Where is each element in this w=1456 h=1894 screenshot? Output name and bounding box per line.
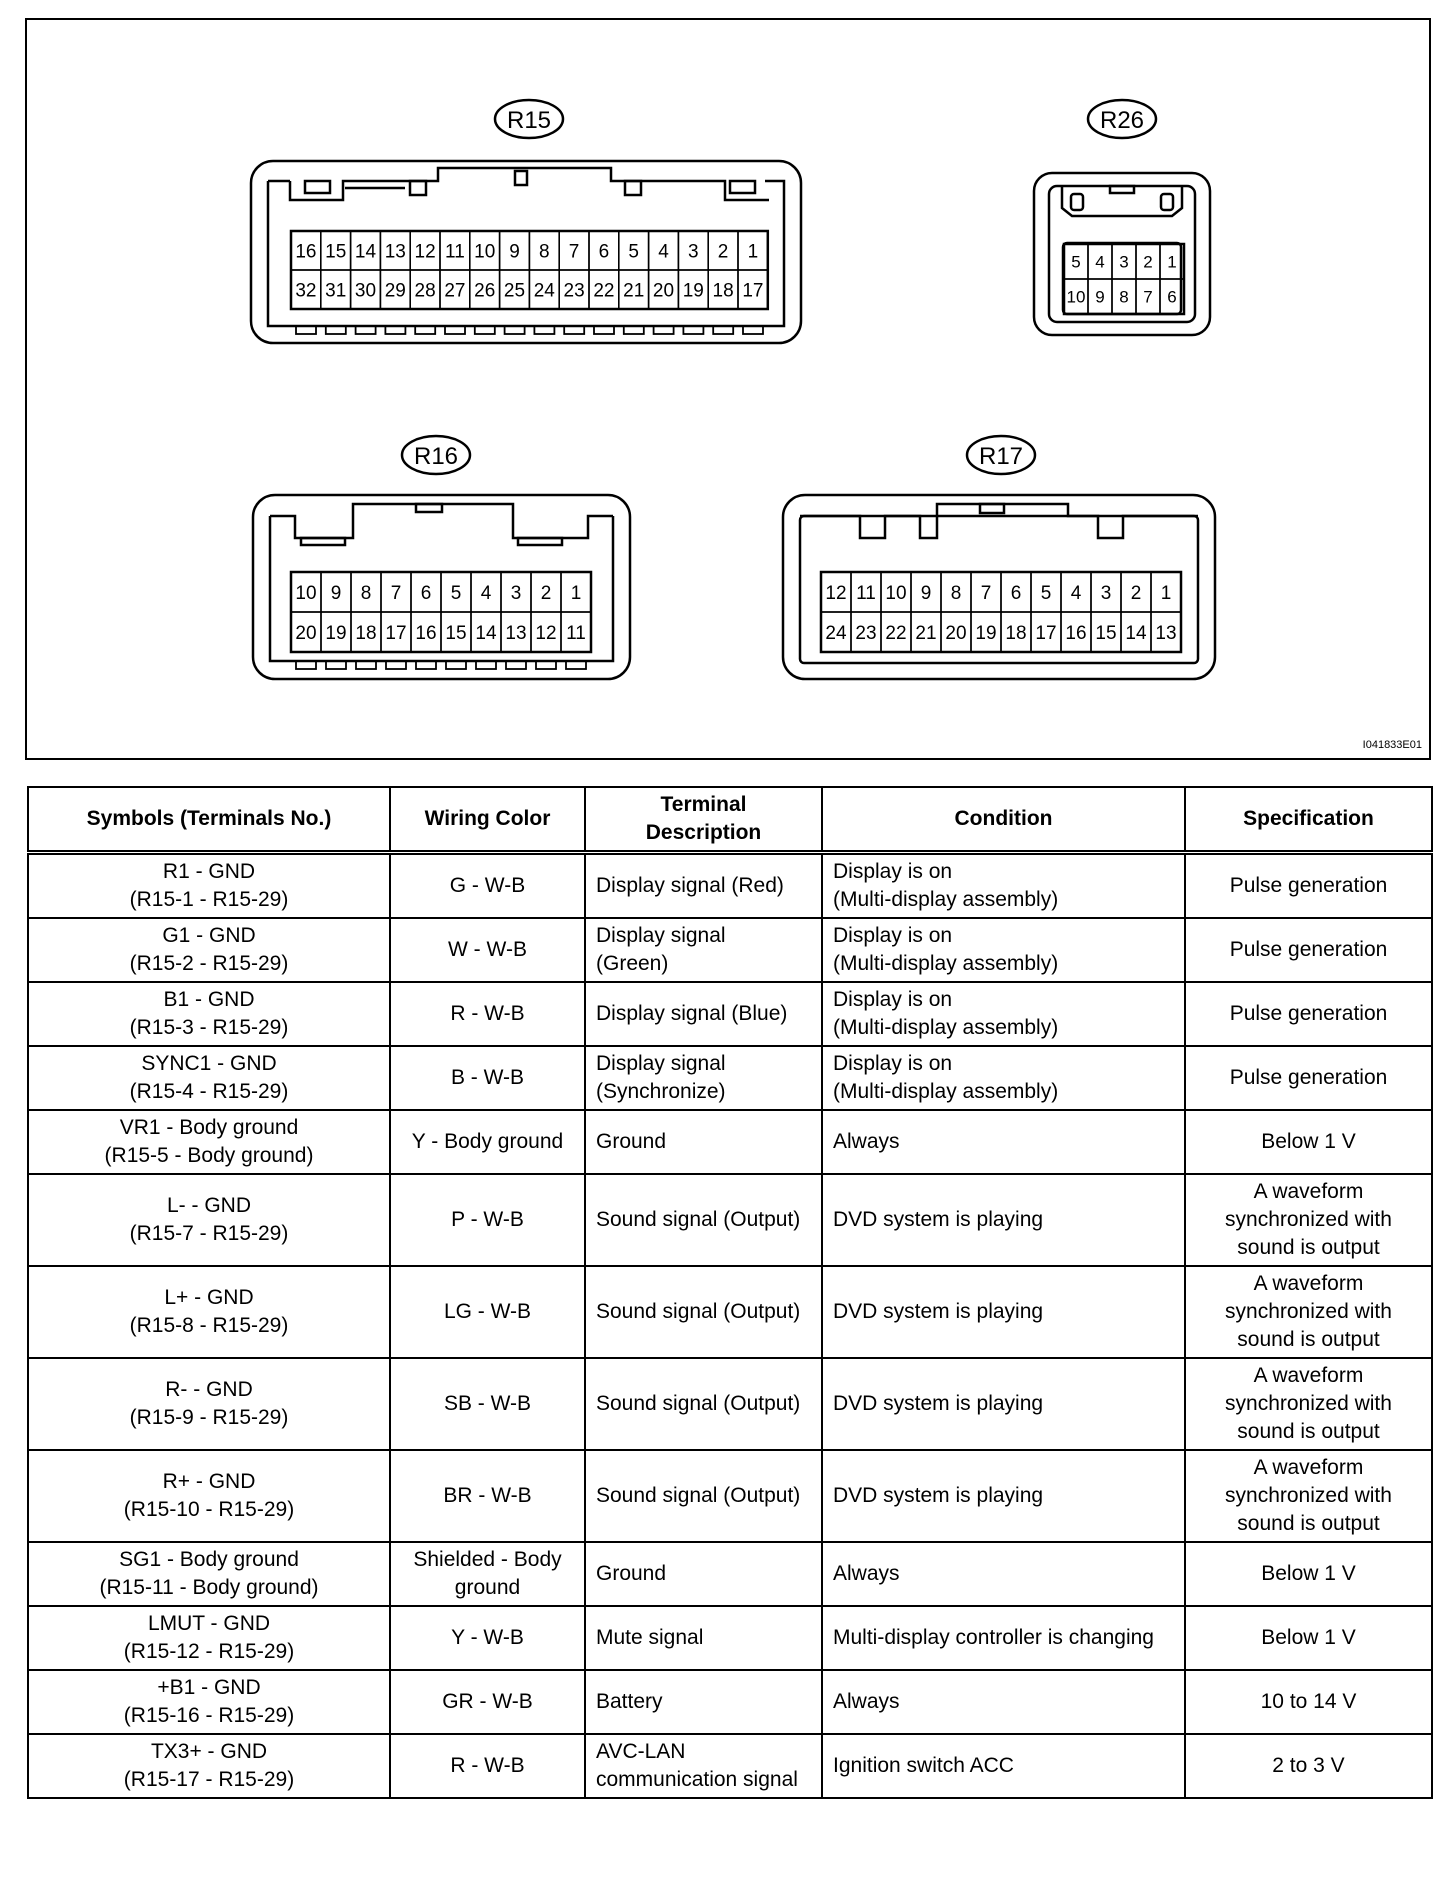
cell-terminal-description: Display signal (Red)	[585, 853, 822, 919]
terminal-number: 20	[295, 622, 317, 644]
terminal-number: 9	[330, 582, 342, 604]
terminal-number: 7	[1143, 287, 1153, 307]
terminal-number: 9	[920, 582, 932, 604]
cell-condition: DVD system is playing	[822, 1358, 1185, 1450]
cell-condition: DVD system is playing	[822, 1266, 1185, 1358]
terminal-number: 31	[325, 280, 347, 302]
r15-terminal-grid	[291, 231, 768, 309]
terminal-number: 17	[742, 280, 764, 302]
cell-condition: Multi-display controller is changing	[822, 1606, 1185, 1670]
terminal-number: 7	[568, 241, 580, 263]
cell-terminal-description: Battery	[585, 1670, 822, 1734]
terminal-number: 3	[1100, 582, 1112, 604]
terminal-number: 1	[1160, 582, 1172, 604]
terminal-number: 5	[1071, 252, 1081, 272]
terminal-number: 12	[825, 582, 847, 604]
terminal-number: 2	[540, 582, 552, 604]
table-row	[28, 1174, 1432, 1266]
cell-condition: DVD system is playing	[822, 1174, 1185, 1266]
terminal-number: 14	[475, 622, 497, 644]
terminal-number: 19	[975, 622, 997, 644]
terminal-number: 4	[1095, 252, 1105, 272]
terminal-number: 19	[325, 622, 347, 644]
terminal-number: 21	[623, 280, 645, 302]
cell-terminal-description: Ground	[585, 1110, 822, 1174]
cell-wiring-color: Shielded - Body ground	[390, 1542, 585, 1606]
terminal-number: 5	[450, 582, 462, 604]
cell-specification: 2 to 3 V	[1185, 1734, 1432, 1798]
cell-wiring-color: G - W-B	[390, 853, 585, 919]
terminal-number: 16	[295, 241, 317, 263]
terminal-number: 23	[855, 622, 877, 644]
cell-symbols: +B1 - GND (R15-16 - R15-29)	[28, 1670, 390, 1734]
cell-condition: Always	[822, 1542, 1185, 1606]
cell-specification: Below 1 V	[1185, 1110, 1432, 1174]
header-terminal-description: Terminal Description	[585, 787, 822, 853]
terminal-number: 14	[354, 241, 377, 263]
cell-wiring-color: R - W-B	[390, 982, 585, 1046]
header-condition: Condition	[822, 787, 1185, 853]
r26-terminal-grid	[1064, 244, 1184, 314]
cell-terminal-description: Mute signal	[585, 1606, 822, 1670]
cell-symbols: VR1 - Body ground (R15-5 - Body ground)	[28, 1110, 390, 1174]
cell-terminal-description: Ground	[585, 1542, 822, 1606]
terminal-number: 10	[885, 582, 907, 604]
cell-symbols: LMUT - GND (R15-12 - R15-29)	[28, 1606, 390, 1670]
cell-symbols: R+ - GND (R15-10 - R15-29)	[28, 1450, 390, 1542]
terminal-number: 15	[445, 622, 467, 644]
terminal-number: 25	[503, 280, 526, 302]
terminal-number: 27	[444, 280, 466, 302]
terminal-number: 2	[1143, 252, 1153, 272]
cell-specification: A waveform synchronized with sound is output	[1185, 1266, 1432, 1358]
terminal-number: 24	[533, 280, 555, 302]
terminal-number: 20	[945, 622, 967, 644]
cell-wiring-color: P - W-B	[390, 1174, 585, 1266]
terminal-number: 1	[747, 241, 759, 263]
table-row	[28, 1670, 1432, 1734]
cell-specification: 10 to 14 V	[1185, 1670, 1432, 1734]
cell-symbols: B1 - GND (R15-3 - R15-29)	[28, 982, 390, 1046]
table-row	[28, 1266, 1432, 1358]
cell-specification: A waveform synchronized with sound is output	[1185, 1450, 1432, 1542]
table-row	[28, 1450, 1432, 1542]
terminal-number: 3	[688, 241, 699, 263]
terminal-number: 10	[474, 241, 496, 263]
cell-wiring-color: R - W-B	[390, 1734, 585, 1798]
terminal-number: 2	[717, 241, 729, 263]
r26-label: R26	[1099, 107, 1145, 134]
cell-terminal-description: Sound signal (Output)	[585, 1358, 822, 1450]
table-row	[28, 1542, 1432, 1606]
terminal-number: 11	[566, 622, 586, 644]
cell-wiring-color: SB - W-B	[390, 1358, 585, 1450]
cell-symbols: SYNC1 - GND (R15-4 - R15-29)	[28, 1046, 390, 1110]
cell-specification: Below 1 V	[1185, 1606, 1432, 1670]
cell-wiring-color: LG - W-B	[390, 1266, 585, 1358]
cell-specification: Pulse generation	[1185, 982, 1432, 1046]
terminal-number: 15	[1095, 622, 1117, 644]
cell-condition: Display is on (Multi-display assembly)	[822, 853, 1185, 919]
terminal-number: 5	[1040, 582, 1052, 604]
r17-terminal-grid	[821, 572, 1181, 652]
terminal-number: 10	[1066, 287, 1086, 307]
cell-specification: Pulse generation	[1185, 853, 1432, 919]
cell-symbols: R1 - GND (R15-1 - R15-29)	[28, 853, 390, 919]
cell-terminal-description: Display signal (Blue)	[585, 982, 822, 1046]
terminal-number: 1	[1167, 252, 1177, 272]
terminal-number: 32	[295, 280, 317, 302]
terminal-number: 23	[563, 280, 585, 302]
terminal-number: 6	[1010, 582, 1022, 604]
cell-wiring-color: Y - Body ground	[390, 1110, 585, 1174]
terminal-number: 11	[445, 241, 465, 263]
terminal-number: 3	[1119, 252, 1129, 272]
cell-symbols: G1 - GND (R15-2 - R15-29)	[28, 918, 390, 982]
cell-symbols: R- - GND (R15-9 - R15-29)	[28, 1358, 390, 1450]
cell-specification: Pulse generation	[1185, 1046, 1432, 1110]
cell-condition: Ignition switch ACC	[822, 1734, 1185, 1798]
terminal-number: 22	[885, 622, 907, 644]
cell-wiring-color: B - W-B	[390, 1046, 585, 1110]
terminal-number: 9	[1095, 287, 1105, 307]
cell-condition: Always	[822, 1110, 1185, 1174]
terminal-number: 3	[510, 582, 522, 604]
terminal-number: 13	[384, 241, 406, 263]
cell-specification: Pulse generation	[1185, 918, 1432, 982]
r16-terminal-grid	[291, 572, 591, 652]
table-row	[28, 853, 1432, 919]
cell-specification: Below 1 V	[1185, 1542, 1432, 1606]
terminal-number: 16	[1065, 622, 1087, 644]
terminal-number: 21	[915, 622, 937, 644]
terminal-spec-table	[27, 786, 1433, 1799]
cell-wiring-color: GR - W-B	[390, 1670, 585, 1734]
cell-wiring-color: Y - W-B	[390, 1606, 585, 1670]
table-row	[28, 1110, 1432, 1174]
cell-condition: DVD system is playing	[822, 1450, 1185, 1542]
terminal-number: 8	[950, 582, 962, 604]
terminal-number: 28	[414, 280, 436, 302]
table-row	[28, 1358, 1432, 1450]
terminal-number: 17	[1035, 622, 1057, 644]
terminal-number: 6	[1167, 287, 1177, 307]
terminal-number: 16	[415, 622, 437, 644]
r15-label: R15	[506, 107, 552, 134]
cell-terminal-description: Display signal (Synchronize)	[585, 1046, 822, 1110]
table-row	[28, 1046, 1432, 1110]
terminal-number: 22	[593, 280, 615, 302]
cell-wiring-color: W - W-B	[390, 918, 585, 982]
cell-terminal-description: Display signal (Green)	[585, 918, 822, 982]
cell-symbols: L+ - GND (R15-8 - R15-29)	[28, 1266, 390, 1358]
header-wiring-color: Wiring Color	[390, 787, 585, 853]
table-row	[28, 918, 1432, 982]
terminal-number: 6	[420, 582, 432, 604]
terminal-number: 18	[712, 280, 734, 302]
header-specification: Specification	[1185, 787, 1432, 853]
terminal-number: 26	[474, 280, 496, 302]
terminal-number: 12	[535, 622, 557, 644]
terminal-number: 18	[355, 622, 377, 644]
terminal-number: 4	[658, 241, 669, 263]
terminal-number: 15	[325, 241, 347, 263]
cell-specification: A waveform synchronized with sound is output	[1185, 1174, 1432, 1266]
terminal-number: 19	[682, 280, 704, 302]
terminal-number: 17	[385, 622, 407, 644]
terminal-number: 7	[390, 582, 402, 604]
cell-terminal-description: AVC-LAN communication signal	[585, 1734, 822, 1798]
cell-condition: Display is on (Multi-display assembly)	[822, 982, 1185, 1046]
cell-condition: Always	[822, 1670, 1185, 1734]
terminal-number: 8	[360, 582, 372, 604]
connector-diagram	[25, 18, 1431, 760]
cell-wiring-color: BR - W-B	[390, 1450, 585, 1542]
terminal-number: 30	[354, 280, 377, 302]
table-header-row	[28, 787, 1432, 853]
cell-terminal-description: Sound signal (Output)	[585, 1266, 822, 1358]
terminal-number: 7	[980, 582, 992, 604]
terminal-number: 8	[539, 241, 550, 263]
cell-terminal-description: Sound signal (Output)	[585, 1450, 822, 1542]
r17-label: R17	[978, 443, 1024, 470]
cell-symbols: L- - GND (R15-7 - R15-29)	[28, 1174, 390, 1266]
terminal-number: 20	[652, 280, 675, 302]
terminal-number: 4	[480, 582, 492, 604]
table-row	[28, 1734, 1432, 1798]
terminal-number: 6	[598, 241, 610, 263]
terminal-number: 14	[1125, 622, 1147, 644]
terminal-number: 4	[1070, 582, 1082, 604]
terminal-number: 5	[628, 241, 639, 263]
terminal-number: 12	[414, 241, 436, 263]
cell-terminal-description: Sound signal (Output)	[585, 1174, 822, 1266]
header-symbols: Symbols (Terminals No.)	[28, 787, 390, 853]
cell-symbols: SG1 - Body ground (R15-11 - Body ground)	[28, 1542, 390, 1606]
terminal-number: 9	[509, 241, 520, 263]
terminal-number: 11	[856, 582, 876, 604]
terminal-number: 8	[1119, 287, 1129, 307]
image-code: I041833E01	[1362, 739, 1422, 751]
terminal-number: 13	[505, 622, 527, 644]
terminal-number: 29	[384, 280, 406, 302]
cell-condition: Display is on (Multi-display assembly)	[822, 918, 1185, 982]
r16-label: R16	[413, 443, 459, 470]
table-row	[28, 1606, 1432, 1670]
terminal-number: 10	[295, 582, 317, 604]
terminal-number: 24	[825, 622, 847, 644]
table-row	[28, 982, 1432, 1046]
cell-condition: Display is on (Multi-display assembly)	[822, 1046, 1185, 1110]
terminal-number: 13	[1155, 622, 1177, 644]
cell-symbols: TX3+ - GND (R15-17 - R15-29)	[28, 1734, 390, 1798]
terminal-number: 2	[1130, 582, 1142, 604]
cell-specification: A waveform synchronized with sound is output	[1185, 1358, 1432, 1450]
terminal-number: 18	[1005, 622, 1027, 644]
terminal-number: 1	[570, 582, 582, 604]
